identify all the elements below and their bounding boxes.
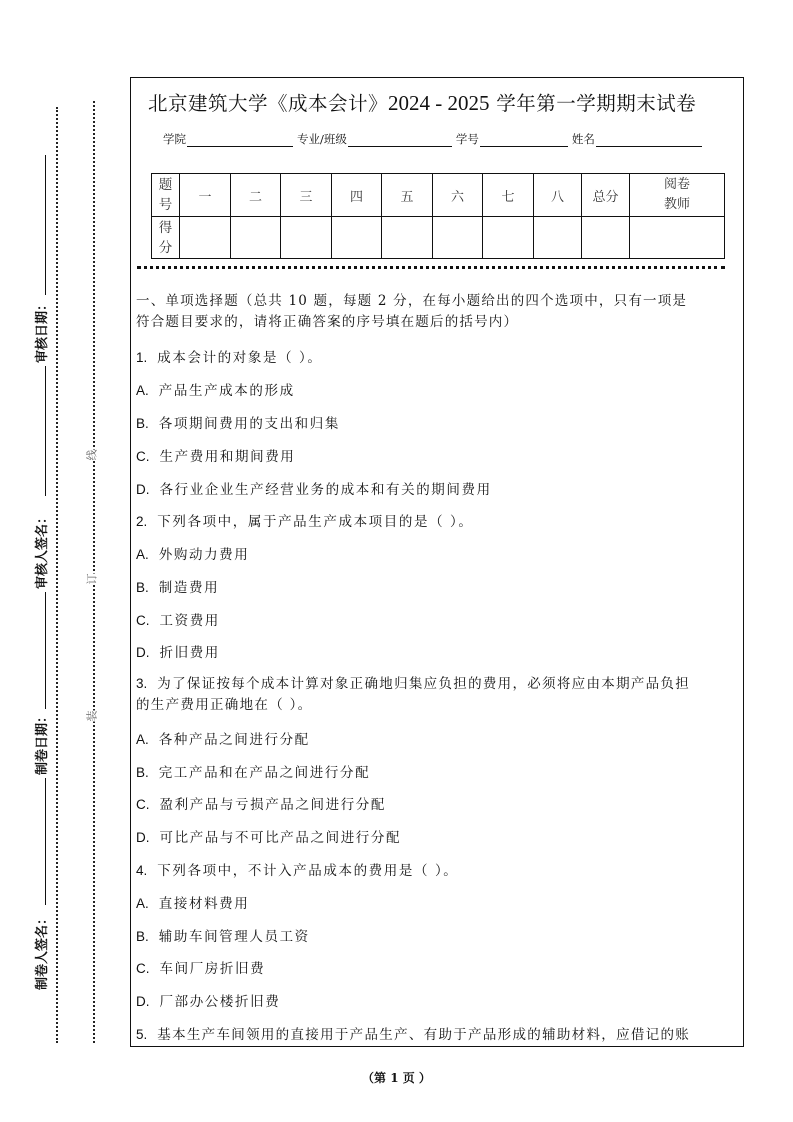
q2-option-a xyxy=(136,543,249,563)
question-3 xyxy=(136,673,742,716)
option-text: 各种产品之间进行分配 xyxy=(158,732,310,748)
option-key: A. xyxy=(136,547,149,562)
student-id-field[interactable] xyxy=(480,133,568,147)
q2-option-c xyxy=(136,609,220,629)
page-number: （第 1 页 ） xyxy=(362,1071,431,1085)
major-class-label: 专业/班级 xyxy=(297,132,347,146)
option-text: 完工产品和在产品之间进行分配 xyxy=(158,765,371,781)
score-cell-5[interactable] xyxy=(382,217,433,259)
review-signature-blank xyxy=(45,366,46,496)
q3-option-b xyxy=(136,761,370,781)
question-5 xyxy=(136,1023,690,1043)
score-row xyxy=(152,217,725,259)
q4-option-d xyxy=(136,990,280,1010)
student-info-row xyxy=(163,131,706,147)
review-date-blank xyxy=(45,155,46,295)
q3-option-c xyxy=(136,793,386,813)
question-number-row xyxy=(152,174,725,217)
question-text: 成本会计的对象是（ ）。 xyxy=(157,350,323,366)
major-class-field[interactable] xyxy=(348,133,452,147)
preparation-date-label: 制卷日期： xyxy=(35,709,50,775)
college-field[interactable] xyxy=(187,133,293,147)
option-text: 辅助车间管理人员工资 xyxy=(158,929,310,945)
question-1 xyxy=(136,346,323,366)
inner-binding-dotted-line xyxy=(56,107,58,1043)
row-header-question-number: 题 号 xyxy=(152,174,180,217)
question-number: 3. xyxy=(136,676,148,691)
q1-option-b xyxy=(136,412,340,432)
prep-date-blank-top xyxy=(45,592,46,709)
question-text: 基本生产车间领用的直接用于产品生产、有助于产品形成的辅助材料，应借记的账 xyxy=(157,1027,691,1043)
option-key: A. xyxy=(136,383,149,398)
title-school-course: 北京建筑大学《成本会计》 xyxy=(148,92,389,115)
question-4 xyxy=(136,859,458,879)
col-header-3: 三 xyxy=(281,174,332,217)
outer-binding-dotted-line xyxy=(93,101,95,1043)
col-header-4: 四 xyxy=(332,174,382,217)
question-text-line1: 为了保证按每个成本计算对象正确地归集应负担的费用，必须将应由本期产品负担 xyxy=(157,676,691,692)
col-header-8: 八 xyxy=(534,174,582,217)
q4-option-c xyxy=(136,957,265,977)
q1-option-a xyxy=(136,379,295,399)
option-text: 折旧费用 xyxy=(159,645,220,661)
college-label: 学院 xyxy=(163,132,186,146)
option-text: 工资费用 xyxy=(159,613,220,629)
review-date-label: 审核日期： xyxy=(35,297,50,363)
question-2 xyxy=(136,510,474,530)
question-number: 4. xyxy=(136,863,148,878)
dotted-separator xyxy=(137,266,725,269)
option-key: D. xyxy=(136,645,150,660)
option-key: C. xyxy=(136,449,150,464)
col-header-5: 五 xyxy=(382,174,433,217)
row-header-score: 得 分 xyxy=(152,217,180,259)
option-key: C. xyxy=(136,613,150,628)
option-key: D. xyxy=(136,482,150,497)
score-cell-4[interactable] xyxy=(332,217,382,259)
exam-title xyxy=(148,88,696,116)
q3-option-a xyxy=(136,728,310,748)
score-table xyxy=(151,173,725,259)
binding-char-line: 线 xyxy=(85,449,99,461)
score-cell-8[interactable] xyxy=(534,217,582,259)
col-header-1: 一 xyxy=(180,174,231,217)
q4-option-a xyxy=(136,892,249,912)
option-text: 各项期间费用的支出和归集 xyxy=(158,416,340,432)
option-text: 产品生产成本的形成 xyxy=(158,383,295,399)
title-years: 2024 - 2025 xyxy=(388,91,490,115)
binding-char-bind: 装 xyxy=(85,710,99,722)
option-key: D. xyxy=(136,830,150,845)
option-key: B. xyxy=(136,765,149,780)
option-key: B. xyxy=(136,580,149,595)
option-text: 直接材料费用 xyxy=(158,896,250,912)
option-key: C. xyxy=(136,797,150,812)
col-header-2: 二 xyxy=(231,174,281,217)
question-text: 下列各项中，不计入产品成本的费用是（ ）。 xyxy=(157,863,459,879)
binding-char-staple: 订 xyxy=(85,573,99,585)
col-header-grader: 阅卷 教师 xyxy=(630,174,725,217)
section-1-heading xyxy=(136,291,742,333)
score-cell-3[interactable] xyxy=(281,217,332,259)
preparer-signature-label: 制卷人签名： xyxy=(35,911,50,990)
question-number: 5. xyxy=(136,1027,148,1042)
option-key: B. xyxy=(136,416,149,431)
q1-option-d xyxy=(136,478,492,498)
option-text: 制造费用 xyxy=(158,580,220,596)
q4-option-b xyxy=(136,925,310,945)
option-text: 外购动力费用 xyxy=(158,547,250,563)
preparer-signature-blank xyxy=(45,778,46,905)
option-key: A. xyxy=(136,732,149,747)
title-term: 学年第一学期期末试卷 xyxy=(489,92,697,115)
option-text: 厂部办公楼折旧费 xyxy=(159,994,281,1010)
reviewer-signature-label: 审核人签名： xyxy=(35,510,50,589)
option-key: A. xyxy=(136,896,149,911)
q2-option-d xyxy=(136,641,220,661)
question-text-line2: 的生产费用正确地在（ ）。 xyxy=(136,697,313,713)
score-cell-7[interactable] xyxy=(483,217,534,259)
col-header-6: 六 xyxy=(433,174,483,217)
option-text: 盈利产品与亏损产品之间进行分配 xyxy=(159,797,386,813)
question-text: 下列各项中，属于产品生产成本项目的是（ ）。 xyxy=(157,514,474,530)
col-header-7: 七 xyxy=(483,174,534,217)
option-key: C. xyxy=(136,961,150,976)
option-text: 生产费用和期间费用 xyxy=(159,449,296,465)
student-id-label: 学号 xyxy=(455,132,479,146)
question-number: 2. xyxy=(136,514,148,529)
option-text: 可比产品与不可比产品之间进行分配 xyxy=(159,830,402,846)
option-text: 各行业企业生产经营业务的成本和有关的期间费用 xyxy=(159,482,492,498)
score-cell-2[interactable] xyxy=(231,217,281,259)
col-header-total: 总分 xyxy=(582,174,630,217)
score-cell-total[interactable] xyxy=(582,217,630,259)
q1-option-c xyxy=(136,445,295,465)
question-number: 1. xyxy=(136,350,148,365)
name-label: 姓名 xyxy=(571,132,595,146)
name-field[interactable] xyxy=(596,133,702,147)
q2-option-b xyxy=(136,576,219,596)
section-1-heading-line1: 一、单项选择题（总共 10 题，每题 2 分，在每小题给出的四个选项中，只有一项是 xyxy=(136,293,688,309)
score-cell-grader[interactable] xyxy=(630,217,725,259)
score-cell-6[interactable] xyxy=(433,217,483,259)
section-1-heading-line2: 符合题目要求的，请将正确答案的序号填在题后的括号内） xyxy=(136,314,519,330)
option-text: 车间厂房折旧费 xyxy=(159,961,266,977)
option-key: B. xyxy=(136,929,149,944)
option-key: D. xyxy=(136,994,150,1009)
score-cell-1[interactable] xyxy=(180,217,231,259)
q3-option-d xyxy=(136,826,401,846)
